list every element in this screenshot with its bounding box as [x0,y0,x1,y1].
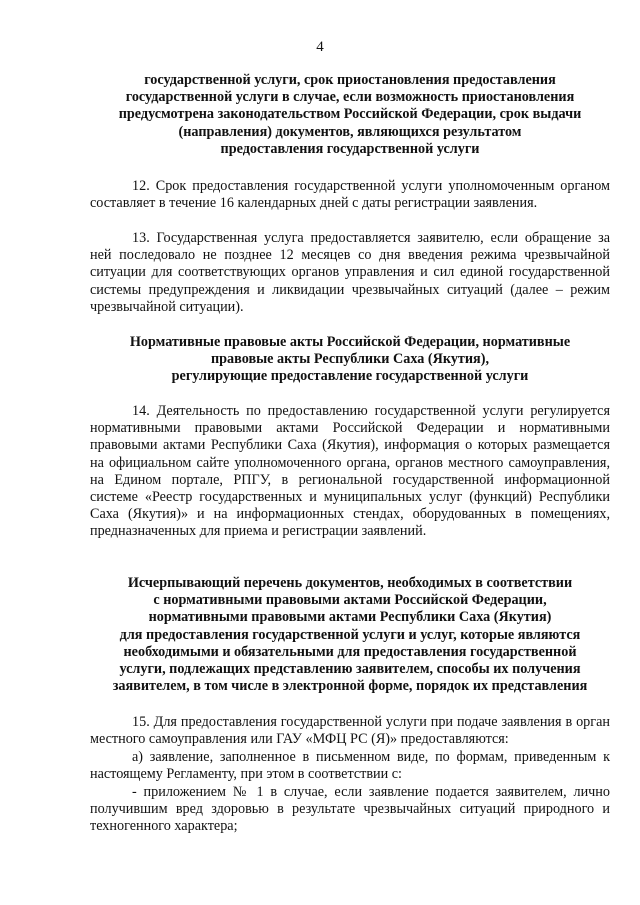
heading-line: предоставления государственной услуги [220,140,480,157]
heading-line: Нормативные правовые акты Российской Федерации, нормативные [129,334,571,350]
heading-line: Исчерпывающий перечень документов, необходимых в соответствии [127,575,573,591]
heading-line: (направления) документов, являющихся результатом [178,123,522,140]
section-heading-deadlines [90,72,610,158]
heading-line: регулирующие предоставление государственной услуги [171,368,529,385]
heading-line: нормативными правовыми актами Республики Саха (Якутия) [148,609,552,626]
section-heading-legal-acts [90,334,610,386]
paragraph-15: 15. Для предоставления государственной услуги при подаче заявления в орган местного самоуправления или ГАУ «МФЦ РС (Я)» предоставляются: [90,714,610,748]
paragraph-15-appendix-1: - приложением № 1 в случае, если заявление подается заявителем, лично получившим вред здоровью в результате чрезвычайных ситуаций природного и техногенного характера; [90,784,610,835]
heading-line: государственной услуги, срок приостановления предоставления [144,72,556,88]
paragraph-13: 13. Государственная услуга предоставляется заявителю, если обращение за ней последовало не позднее 12 месяцев со дня введения режима чрезвычайной ситуации для соответствующих органов управления и сил единой государственной системы предупреждения и ликвидации чрезвычайных ситуаций (далее – режим чрезвычайной ситуации). [90,230,610,315]
heading-line: необходимыми и обязательными для предоставления государственной [123,643,577,660]
heading-line: заявителем, в том числе в электронной форме, порядок их представления [112,678,588,695]
heading-line: государственной услуги в случае, если возможность приостановления [125,89,575,106]
page-number: 4 [316,39,324,55]
heading-line: предусмотрена законодательством Российской Федерации, срок выдачи [118,106,582,123]
section-heading-documents-list [90,575,610,695]
heading-line: услуги, подлежащих представлению заявителем, способы их получения [119,661,581,678]
paragraph-12: 12. Срок предоставления государственной услуги уполномоченным органом составляет в течение 16 календарных дней с даты регистрации заявления. [90,178,610,212]
paragraph-14: 14. Деятельность по предоставлению государственной услуги регулируется нормативными правовыми актами Российской Федерации и нормативными правовыми актами Республики Саха (Якутия), информация о которых размещается на официальном сайте уполномоченного органа, органов местного самоуправления, на Едином портале, РПГУ, в региональной государственной информационной системе «Реестр государственных и муниципальных услуг (функций) Республики Саха (Якутия)» и на информационных стендах, оборудованных в помещениях, предназначенных для приема и регистрации заявлений. [90,403,610,540]
heading-line: с нормативными правовыми актами Российской Федерации, [153,592,547,609]
paragraph-15-a: а) заявление, заполненное в письменном виде, по формам, приведенным к настоящему Регламенту, при этом в соответствии с: [90,749,610,783]
heading-line: для предоставления государственной услуги и услуг, которые являются [119,626,581,643]
heading-line: правовые акты Республики Саха (Якутия), [210,351,490,368]
